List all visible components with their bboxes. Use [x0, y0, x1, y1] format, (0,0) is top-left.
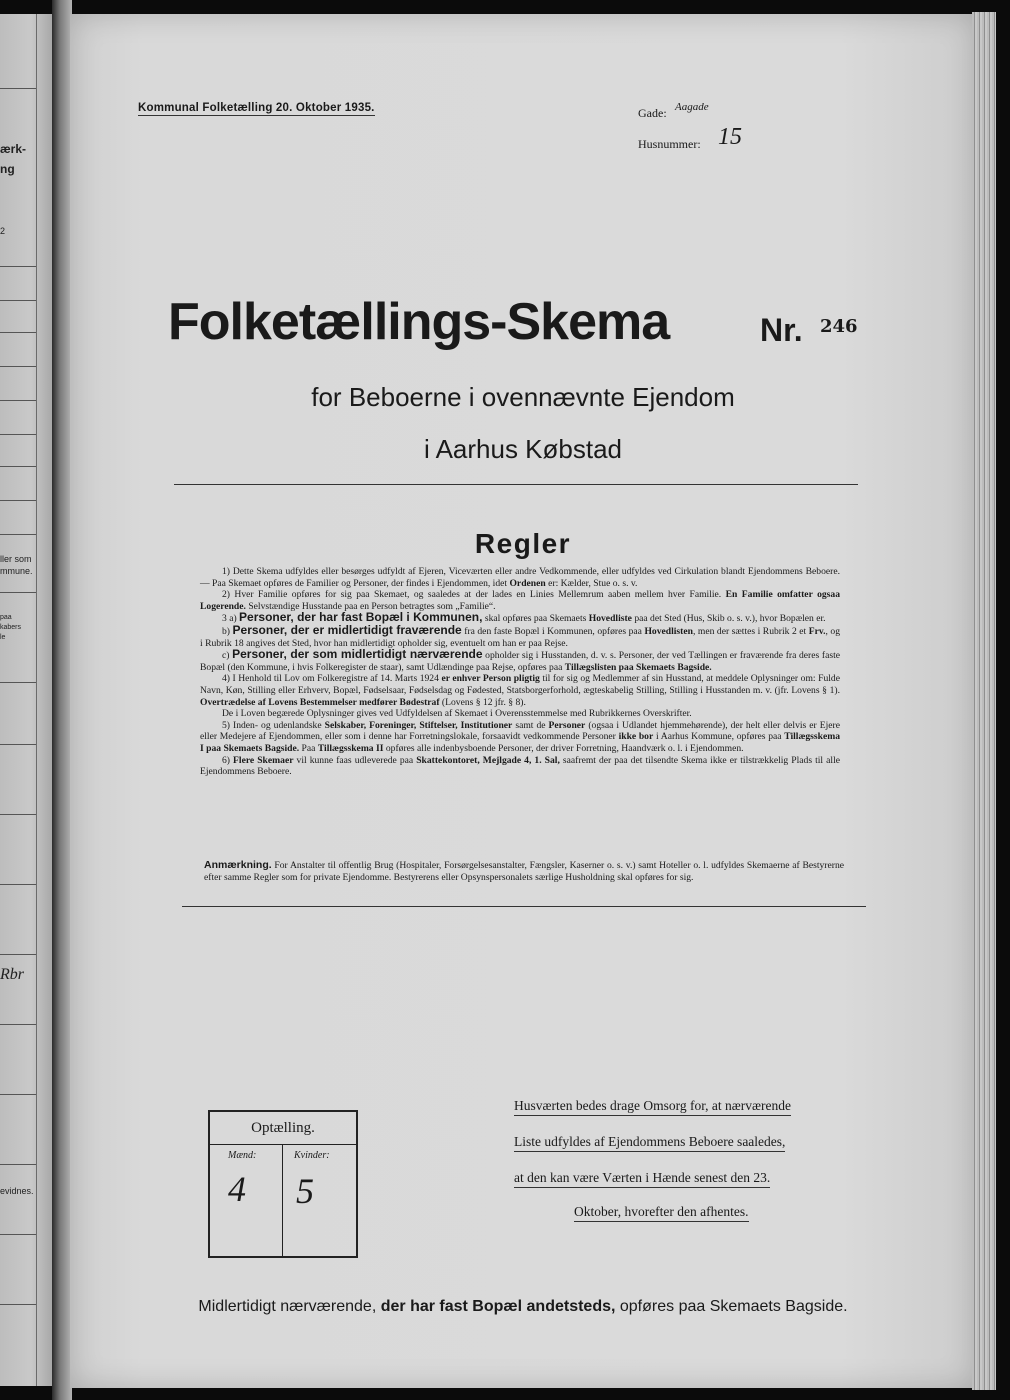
left-page-text: paa: [0, 614, 12, 621]
notice-line-1: Husværten bedes drage Omsorg for, at nærværende: [514, 1098, 791, 1116]
left-page-rule: [0, 466, 36, 467]
footer-note: Midlertidigt nærværende, der har fast Bopæl andetsteds, opføres paa Skemaets Bagside.: [198, 1298, 848, 1315]
left-page-rule: [0, 88, 36, 89]
left-page-rule: [0, 366, 36, 367]
anmaerkning-note: [204, 860, 844, 883]
left-page-text: evidnes.: [0, 1186, 34, 1196]
page-stack-edge: [972, 12, 996, 1390]
left-page-rule: [0, 1024, 36, 1025]
gade-label: Gade:: [638, 106, 667, 120]
husnummer-value: 15: [718, 124, 742, 150]
rule-4: 4) I Henhold til Lov om Folkeregistre af 14. Marts 1924 er enhver Person pligtig til for sig og Medlemmer af sin Husstand, at meddele Oplysninger om: Fulde Navn, Køn, Stilling eller Erhverv, Bopæl, Fødselsaar, Fødselsdag og Fødested, Statsborgerforhold, ægteskabelig Stilling, Stilling i Husstanden m. v. (jfr. Lovens § 1). Overtrædelse af Lovens Bestemmelser medfører Bødestraf (Lovens § 12 jfr. § 8).: [200, 673, 840, 708]
rules-heading: Regler: [474, 528, 572, 559]
anmaerkning-text: For Anstalter til offentlig Brug (Hospitaler, Forsørgelsesanstalter, Fængsler, Kaserner o. s. v.) samt Hoteller o. l. udfyldes Skemaerne af Bestyrerne efter samme Regler som for private Ejendomme. Bestyrerens eller Opsynspersonalets særlige Husholdning skal opføres for sig.: [204, 860, 844, 883]
book-gutter: [52, 0, 72, 1400]
optaelling-title: Optælling.: [210, 1112, 356, 1145]
left-page-signature: Rbr: [0, 966, 24, 983]
left-page-rule: [0, 500, 36, 501]
left-page-text: ng: [0, 162, 15, 176]
census-header: Kommunal Folketælling 20. Oktober 1935.: [138, 102, 375, 114]
left-page-rule: [0, 300, 36, 301]
left-page-rule: [0, 682, 36, 683]
notice-line-3: at den kan være Værten i Hænde senest den 23.: [514, 1170, 770, 1188]
left-page-rule: [0, 434, 36, 435]
form-number-label: Nr.: [760, 312, 803, 348]
left-page-text: mmune.: [0, 566, 33, 576]
left-page-margin-line: [36, 14, 37, 1386]
notice-line-4: Oktober, hvorefter den afhentes.: [574, 1204, 749, 1222]
rule-3b: b) Personer, der er midlertidigt fraværende fra den faste Bopæl i Kommunen, opføres paa Hovedlisten, men der sættes i Rubrik 2 et Frv., og i Rubrik 18 angives det Sted, hvor han midlertidigt opholder sig, eventuelt om han er paa Rejse.: [200, 622, 841, 649]
rule-5: 5) Inden- og udenlandske Selskaber, Foreninger, Stiftelser, Institutioner samt de Personer (ogsaa i Udlandet hjemmehørende), der helt eller delvis er Ejere eller Medejere af Ejendommen, eller som i denne har Forretningslokale, forsaavidt vedkommende Personer ikke bor i Aarhus Kommune, opføres paa Tillægsskema I paa Skemaets Bagside. Paa Tillægsskema II opføres alle indenbysboende Personer, der driver Forretning, Haandværk o. l. i Ejendommen.: [200, 719, 841, 754]
rule-4b: De i Loven begærede Oplysninger gives ved Udfyldelsen af Skemaet i Overensstemmelse med Rubrikkernes Overskrifter.: [222, 708, 692, 720]
form-subtitle-2: i Aarhus Købstad: [424, 434, 622, 464]
left-page-rule: [0, 534, 36, 535]
left-page-rule: [0, 592, 36, 593]
rules-text: [200, 566, 840, 778]
left-page-rule: [0, 266, 36, 267]
left-page-rule: [0, 332, 36, 333]
notice-line-2: Liste udfyldes af Ejendommens Beboere saaledes,: [514, 1134, 785, 1152]
gade-value: Aagade: [675, 101, 709, 113]
kvinder-count: 5: [296, 1171, 314, 1211]
rule-6: 6) Flere Skemaer vil kunne faas udleverede paa Skattekontoret, Mejlgade 4, 1. Sal, saafremt der paa det tilsendte Skema ikke er tilstrækkelig Plads til alle Ejendommens Beboere.: [200, 754, 840, 778]
anmaerkning-label: Anmærkning.: [204, 859, 272, 871]
left-page-rule: [0, 1234, 36, 1235]
left-page-rule: [0, 884, 36, 885]
left-page-text: kabers: [0, 624, 22, 631]
optaelling-separator: [282, 1144, 283, 1256]
left-page-text: ærk-: [0, 142, 27, 156]
kvinder-label: Kvinder:: [294, 1150, 330, 1161]
left-page-text: 2: [0, 226, 6, 236]
form-title: Folketællings-Skema: [168, 293, 670, 351]
rule-3c: c) Personer, der som midlertidigt nærværende opholder sig i Husstanden, d. v. s. Personer, der ved Tællingen er fraværende fra deres faste Bopæl (den Kommune, i hvis Folkeregister de staar), samt Udlændinge paa Rejse, opføres paa Tillægslisten paa Skemaets Bagside.: [200, 647, 840, 673]
rule-1: 1) Dette Skema udfyldes eller besørges udfyldt af Ejeren, Viceværten eller andre Vedkommende, eller udfyldes ved Cirkulation blandt Ejendommens Beboere. — Paa Skemaet opføres de Familier og Personer, der findes i Ejendommen, idet Ordenen er: Kælder, Stue o. s. v.: [200, 566, 840, 589]
left-page-rule: [0, 1094, 36, 1095]
left-page-rule: [0, 1164, 36, 1165]
maend-label: Mænd:: [228, 1150, 257, 1161]
left-page-rule: [0, 954, 36, 955]
left-page-rule: [0, 814, 36, 815]
husnummer-label: Husnummer:: [638, 137, 701, 151]
form-subtitle-1: for Beboerne i ovennævnte Ejendom: [311, 382, 735, 412]
rule-2: 2) Hver Familie opføres for sig paa Skemaet, og saaledes at der lades en Linies Mellemrum aaben mellem hver Familie. En Familie omfatter ogsaa Logerende. Selvstændige Husstande paa en Person betragtes som „Familie“.: [200, 589, 840, 612]
rule-3a: 3 a) Personer, der har fast Bopæl i Kommunen, skal opføres paa Skemaets Hovedliste paa det Sted (Hus, Skib o. s. v.), hvor Bopælen er.: [222, 610, 826, 625]
divider-line: [182, 906, 866, 907]
census-form-page: [70, 14, 976, 1388]
left-page-rule: [0, 400, 36, 401]
left-page-rule: [0, 1304, 36, 1305]
form-number-value: 246: [820, 316, 858, 337]
divider-line: [174, 484, 858, 485]
maend-count: 4: [228, 1169, 246, 1209]
left-page-fragment: [0, 14, 52, 1386]
left-page-rule: [0, 744, 36, 745]
left-page-text: ller som: [0, 554, 32, 564]
left-page-text: le: [0, 634, 6, 641]
optaelling-box: [208, 1110, 358, 1258]
